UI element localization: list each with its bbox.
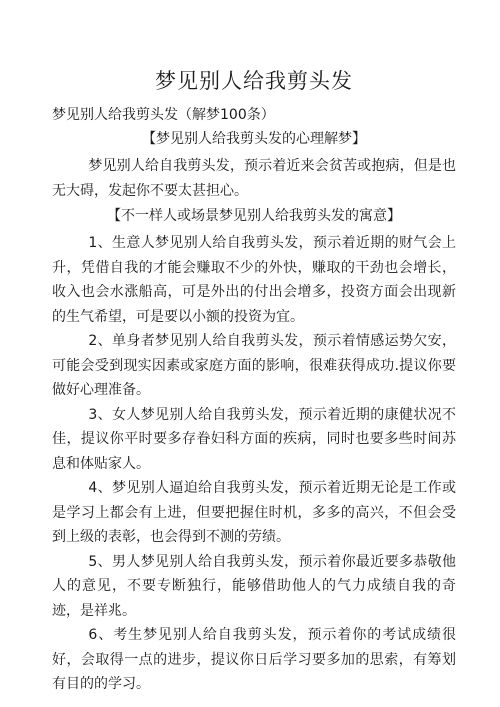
list-item: 6、考生梦见别人给自我剪头发，预示着你的考试成绩很好，会取得一点的进步，提议你日后学习要多加的思索，有筹划有目的的学习。 (52, 627, 456, 692)
section-heading-meanings: 【不一样人或场景梦见别人给我剪头发的寓意】 (107, 208, 401, 224)
list-item: 5、男人梦见别人给自我剪头发，预示着你最近要多恭敬他人的意见，不要专断独行，能够借助他人的气力成绩自我的奇迹，是祥兆。 (52, 553, 456, 619)
article-subtitle: 梦见别人给我剪头发（解梦100条） (52, 107, 275, 123)
list-item: 2、单身者梦见别人给自我剪头发，预示着情感运势欠安，可能会受到现实因素或家庭方面的影响，很难获得成功.提议你要做好心理准备。 (52, 333, 456, 398)
list-item: 1、生意人梦见别人给自我剪头发，预示着近期的财气会上升，凭借自我的才能会赚取不少的外快，赚取的干劲也会增长，收入也会水涨船高，可是外出的付出会增多，投资方面会出现新的生气希望，可是要以小额的投资为宜。 (52, 235, 456, 325)
list-item: 4、梦见别人逼迫给自我剪头发，预示着近期无论是工作或是学习上都会有上进，但要把握住时机，多多的高兴，不但会受到上级的表彰，也会得到不测的劳绩。 (52, 480, 456, 545)
list-item: 3、女人梦见别人给自我剪头发，预示着近期的康健状况不佳，提议你平时要多存眷妇科方面的疾病，同时也要多些时间苏息和体贴家人。 (52, 406, 456, 472)
section-heading-psychology: 【梦见别人给我剪头发的心理解梦】 (142, 131, 366, 147)
intro-paragraph: 梦见别人给自我剪头发，预示着近来会贫苦或抱病，但是也无大碍，发起你不要太甚担心。 (52, 158, 456, 199)
page-title: 梦见别人给我剪头发 (155, 69, 353, 93)
